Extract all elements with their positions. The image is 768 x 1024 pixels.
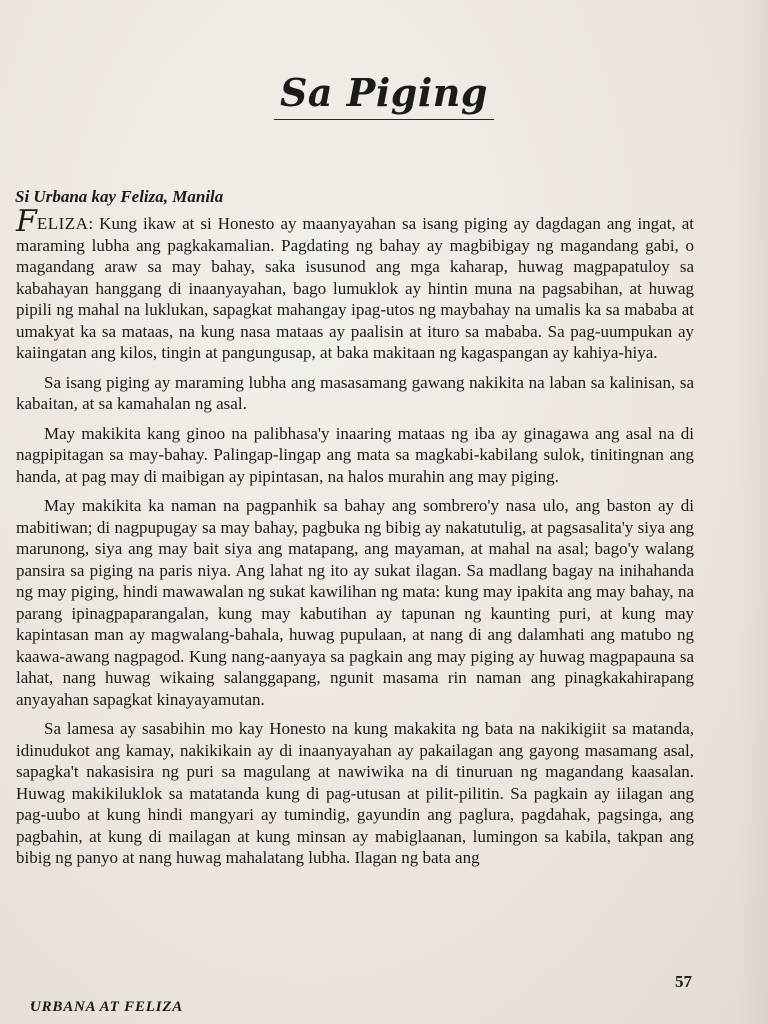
page-number: 57	[675, 972, 692, 991]
running-footer: URBANA AT FELIZA	[30, 999, 184, 1015]
paragraph-5: Sa lamesa ay sasabihin mo kay Honesto na kung makakita ng bata na nakikigiit sa matanda, idinudukot ang kamay, nakikikain ay di inaanyayahan ay pakailagan ang gayong masamang asal, sapagka't nakasisira ng puri sa magulang at nawiwika na di tinuruan ng magandang kaasalan. Huwag makikiluklok sa matatanda kung di pag-utusan at pilit-pilitin. Sa pagkain ay iilagan ang pag-uubo at kung hindi mangyari ay tumindig, gayundin ang paglura, pagdahak, pagsinga, ang pagbahin, at kung di mailagan at kung minsan ay mabiglaanan, lumingon sa kabila, takpan ang bibig ng panyo at nang huwag mahalatang lubha. Ilagan ng bata ang	[16, 719, 694, 867]
page-title: Sa Piging	[274, 70, 494, 120]
title-block	[0, 70, 768, 120]
drop-cap: F	[16, 204, 37, 239]
page-shadow	[738, 0, 768, 1024]
paragraph-3: May makikita kang ginoo na palibhasa'y inaaring mataas ng iba ay ginagawa ang asal na di nagpipitagan sa may-bahay. Palingap-lingap ang mata sa magkabi-kabilang sulok, tinitingnan ang handa, at pag may di maibigan ay pipintasan, na halos murahin ang may piging.	[16, 423, 694, 486]
paragraph-4: May makikita ka naman na pagpanhik sa bahay ang sombrero'y nasa ulo, ang baston ay di mabitiwan; di nagpupugay sa may bahay, pagbuka ng bibig ay nakatutulig, at pagsasalita'y siya ang marunong, siya ang may bait siya ang matapang, ang mayaman, at mahal na asal; bago'y walang pansira sa piging na paris niya. Ang lahat ng ito ay sukat ilagan. Sa madlang bagay na inihahanda ng may piging, hindi mawawalan ng sukat kawilihan ng mata: kung may ipakita ang may bahay, na parang ipinagpaparangalan, kung may kabutihan ay tapunan ng kaunting puri, at kung may kapintasan man ay magwalang-bahala, huwag pupulaan, at nang di ang dalamhati ang matubo ng kaawa-awang nagpagod. Kung nang-aanyaya sa pagkain ang may piging ay huwag magpapauna sa lahat, nang huwag wikaing salanggapang, ngunit masama rin naman ang pinagkakahirapang anyayahan sapagkat kinayayamutan.	[16, 496, 694, 709]
letter-body	[16, 204, 694, 877]
letter-salutation: Si Urbana kay Feliza, Manila	[15, 187, 224, 206]
paragraph-1-text: : Kung ikaw at si Honesto ay maanyayahan sa isang piging ay dagdagan ang ingat, at maraming lubha ang pagkakamalian. Pagdating ng bahay ay magbibigay ng magandang gabi, o magandang araw sa may bahay, saka isusunod ang mga kaharap, huwag magpapatuloy sa kabahayan hanggang di inaanyayahan, bago lumuklok ay hintin muna na pagsabihan, at huwag pipili ng mahal na luklukan, sapagkat mahangay ipag-utos ng maybahay na umalis ka sa mababa at umakyat ka sa mataas, na kung nasa mataas ay paalisin at ituro sa mababa. Sa pag-uumpukan ay kaiingatan ang kilos, tingin at pangungusap, at baka makitaan ng kagaspangan ay kahiya-hiya.	[16, 214, 694, 362]
paragraph-lead: ELIZA	[36, 214, 89, 233]
paragraph-1	[16, 204, 694, 364]
paragraph-2: Sa isang piging ay maraming lubha ang masasamang gawang nakikita na laban sa kalinisan, sa kabaitan, at sa kamahalan ng asal.	[16, 372, 694, 413]
